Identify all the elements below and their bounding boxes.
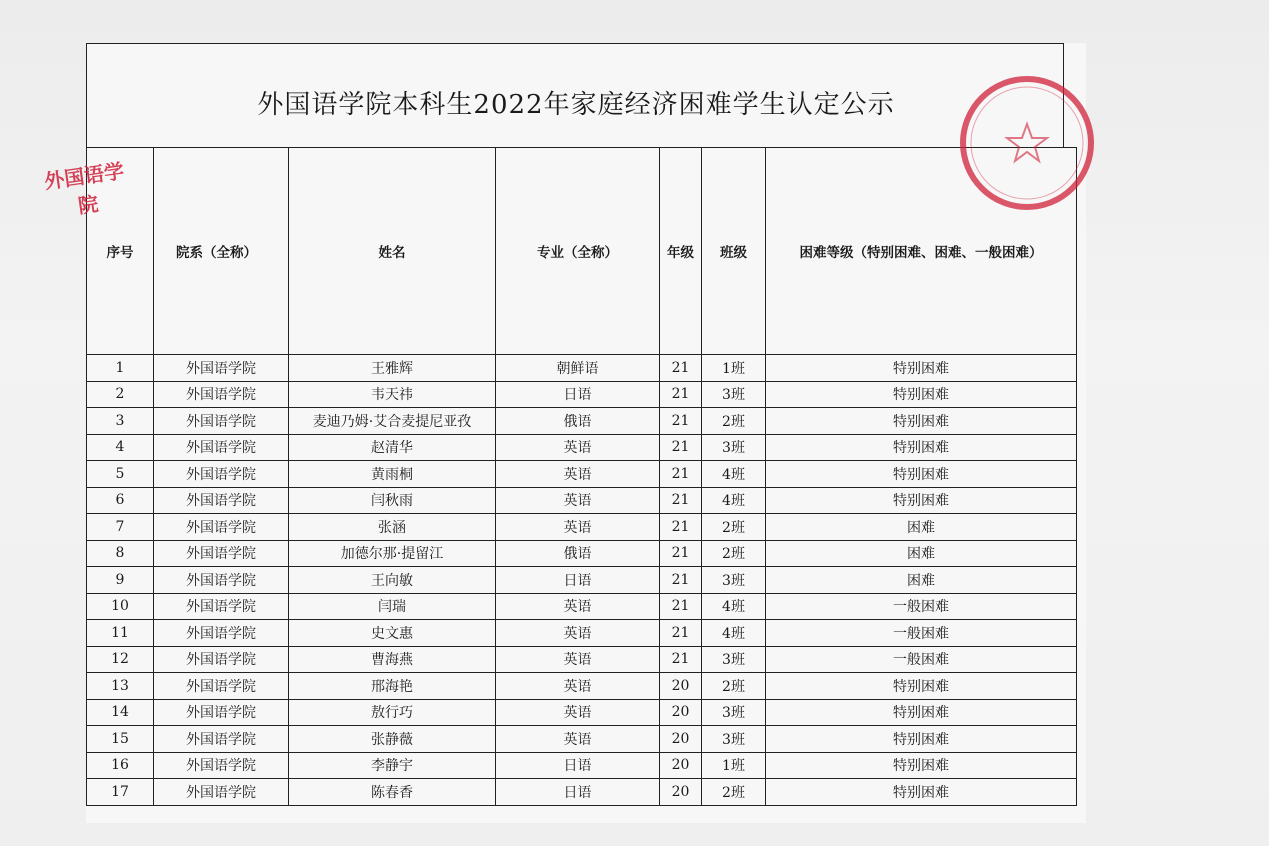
- cell-grade: 21: [660, 567, 702, 594]
- title-box: [86, 43, 1064, 147]
- seal-text: 外国语学院: [42, 158, 126, 219]
- cell-class: 4班: [702, 461, 766, 488]
- cell-name: 张涵: [289, 514, 496, 541]
- cell-class: 3班: [702, 646, 766, 673]
- cell-grade: 20: [660, 699, 702, 726]
- cell-level: 特别困难: [766, 434, 1077, 461]
- cell-class: 1班: [702, 752, 766, 779]
- cell-level: 特别困难: [766, 752, 1077, 779]
- cell-major: 英语: [496, 461, 660, 488]
- cell-name: 王向敏: [289, 567, 496, 594]
- cell-major: 日语: [496, 381, 660, 408]
- page-title: 外国语学院本科生2022年家庭经济困难学生认定公示: [257, 90, 895, 120]
- student-table: [86, 147, 1077, 806]
- cell-level: 困难: [766, 567, 1077, 594]
- cell-class: 1班: [702, 355, 766, 382]
- table-row: [87, 355, 1077, 382]
- cell-grade: 21: [660, 487, 702, 514]
- table-row: [87, 567, 1077, 594]
- cell-level: 特别困难: [766, 381, 1077, 408]
- col-header-grade: 年级: [660, 148, 702, 355]
- cell-name: 李静宇: [289, 752, 496, 779]
- cell-name: 邢海艳: [289, 673, 496, 700]
- cell-grade: 21: [660, 620, 702, 647]
- cell-major: 英语: [496, 514, 660, 541]
- col-header-index: 序号: [87, 148, 154, 355]
- cell-index: 8: [87, 540, 154, 567]
- cell-name: 麦迪乃姆·艾合麦提尼亚孜: [289, 408, 496, 435]
- cell-name: 韦天祎: [289, 381, 496, 408]
- cell-major: 朝鲜语: [496, 355, 660, 382]
- cell-department: 外国语学院: [154, 355, 289, 382]
- cell-index: 7: [87, 514, 154, 541]
- cell-grade: 21: [660, 355, 702, 382]
- cell-index: 4: [87, 434, 154, 461]
- table-row: [87, 726, 1077, 753]
- cell-grade: 21: [660, 434, 702, 461]
- cell-department: 外国语学院: [154, 567, 289, 594]
- table-row: [87, 540, 1077, 567]
- cell-level: 困难: [766, 540, 1077, 567]
- cell-department: 外国语学院: [154, 620, 289, 647]
- cell-department: 外国语学院: [154, 540, 289, 567]
- cell-index: 3: [87, 408, 154, 435]
- cell-grade: 21: [660, 408, 702, 435]
- cell-grade: 21: [660, 593, 702, 620]
- cell-level: 特别困难: [766, 461, 1077, 488]
- header-row: [87, 148, 1077, 355]
- cell-name: 闫秋雨: [289, 487, 496, 514]
- cell-major: 英语: [496, 726, 660, 753]
- cell-class: 3班: [702, 567, 766, 594]
- col-header-major: 专业（全称）: [496, 148, 660, 355]
- col-header-department: 院系（全称）: [154, 148, 289, 355]
- cell-department: 外国语学院: [154, 646, 289, 673]
- cell-index: 13: [87, 673, 154, 700]
- cell-class: 2班: [702, 408, 766, 435]
- cell-class: 3班: [702, 726, 766, 753]
- cell-department: 外国语学院: [154, 381, 289, 408]
- cell-index: 15: [87, 726, 154, 753]
- cell-name: 史文惠: [289, 620, 496, 647]
- cell-name: 加德尔那·提留江: [289, 540, 496, 567]
- cell-name: 王雅辉: [289, 355, 496, 382]
- col-header-class: 班级: [702, 148, 766, 355]
- cell-class: 3班: [702, 434, 766, 461]
- cell-major: 日语: [496, 779, 660, 806]
- cell-name: 曹海燕: [289, 646, 496, 673]
- table-row: [87, 381, 1077, 408]
- cell-index: 16: [87, 752, 154, 779]
- cell-name: 闫瑞: [289, 593, 496, 620]
- cell-name: 黄雨桐: [289, 461, 496, 488]
- cell-level: 一般困难: [766, 646, 1077, 673]
- cell-department: 外国语学院: [154, 434, 289, 461]
- cell-major: 英语: [496, 699, 660, 726]
- cell-index: 10: [87, 593, 154, 620]
- cell-major: 俄语: [496, 540, 660, 567]
- cell-name: 赵清华: [289, 434, 496, 461]
- cell-department: 外国语学院: [154, 699, 289, 726]
- cell-class: 2班: [702, 779, 766, 806]
- table-row: [87, 779, 1077, 806]
- cell-class: 4班: [702, 593, 766, 620]
- cell-department: 外国语学院: [154, 461, 289, 488]
- table-row: [87, 593, 1077, 620]
- cell-index: 1: [87, 355, 154, 382]
- cell-name: 张静薇: [289, 726, 496, 753]
- cell-class: 4班: [702, 620, 766, 647]
- cell-class: 4班: [702, 487, 766, 514]
- cell-index: 11: [87, 620, 154, 647]
- cell-grade: 20: [660, 673, 702, 700]
- cell-department: 外国语学院: [154, 514, 289, 541]
- cell-major: 日语: [496, 567, 660, 594]
- cell-level: 困难: [766, 514, 1077, 541]
- cell-index: 14: [87, 699, 154, 726]
- cell-class: 3班: [702, 381, 766, 408]
- cell-department: 外国语学院: [154, 593, 289, 620]
- cell-level: 特别困难: [766, 408, 1077, 435]
- cell-class: 2班: [702, 540, 766, 567]
- notice-sheet: [86, 43, 1086, 823]
- col-header-name: 姓名: [289, 148, 496, 355]
- cell-department: 外国语学院: [154, 673, 289, 700]
- table-row: [87, 434, 1077, 461]
- cell-level: 特别困难: [766, 726, 1077, 753]
- table-row: [87, 752, 1077, 779]
- cell-index: 12: [87, 646, 154, 673]
- cell-level: 特别困难: [766, 487, 1077, 514]
- cell-major: 英语: [496, 620, 660, 647]
- table-row: [87, 461, 1077, 488]
- cell-grade: 21: [660, 514, 702, 541]
- cell-grade: 20: [660, 752, 702, 779]
- cell-major: 英语: [496, 434, 660, 461]
- cell-index: 5: [87, 461, 154, 488]
- table-row: [87, 673, 1077, 700]
- col-header-level: 困难等级（特别困难、困难、一般困难）: [766, 148, 1077, 355]
- cell-index: 2: [87, 381, 154, 408]
- cell-department: 外国语学院: [154, 726, 289, 753]
- table-row: [87, 408, 1077, 435]
- cell-major: 英语: [496, 673, 660, 700]
- cell-grade: 21: [660, 381, 702, 408]
- cell-major: 英语: [496, 646, 660, 673]
- cell-level: 特别困难: [766, 673, 1077, 700]
- cell-index: 9: [87, 567, 154, 594]
- cell-department: 外国语学院: [154, 752, 289, 779]
- cell-index: 17: [87, 779, 154, 806]
- cell-index: 6: [87, 487, 154, 514]
- cell-name: 陈春香: [289, 779, 496, 806]
- cell-major: 俄语: [496, 408, 660, 435]
- cell-class: 2班: [702, 514, 766, 541]
- table-row: [87, 620, 1077, 647]
- cell-major: 英语: [496, 593, 660, 620]
- cell-level: 特别困难: [766, 779, 1077, 806]
- cell-class: 2班: [702, 673, 766, 700]
- table-row: [87, 487, 1077, 514]
- cell-major: 英语: [496, 487, 660, 514]
- cell-grade: 20: [660, 779, 702, 806]
- cell-level: 一般困难: [766, 593, 1077, 620]
- cell-department: 外国语学院: [154, 779, 289, 806]
- table-row: [87, 646, 1077, 673]
- cell-department: 外国语学院: [154, 487, 289, 514]
- cell-level: 特别困难: [766, 699, 1077, 726]
- cell-level: 一般困难: [766, 620, 1077, 647]
- cell-grade: 21: [660, 461, 702, 488]
- table-row: [87, 514, 1077, 541]
- cell-grade: 20: [660, 726, 702, 753]
- cell-department: 外国语学院: [154, 408, 289, 435]
- cell-major: 日语: [496, 752, 660, 779]
- cell-class: 3班: [702, 699, 766, 726]
- cell-level: 特别困难: [766, 355, 1077, 382]
- cell-name: 敖行巧: [289, 699, 496, 726]
- table-row: [87, 699, 1077, 726]
- cell-grade: 21: [660, 540, 702, 567]
- cell-grade: 21: [660, 646, 702, 673]
